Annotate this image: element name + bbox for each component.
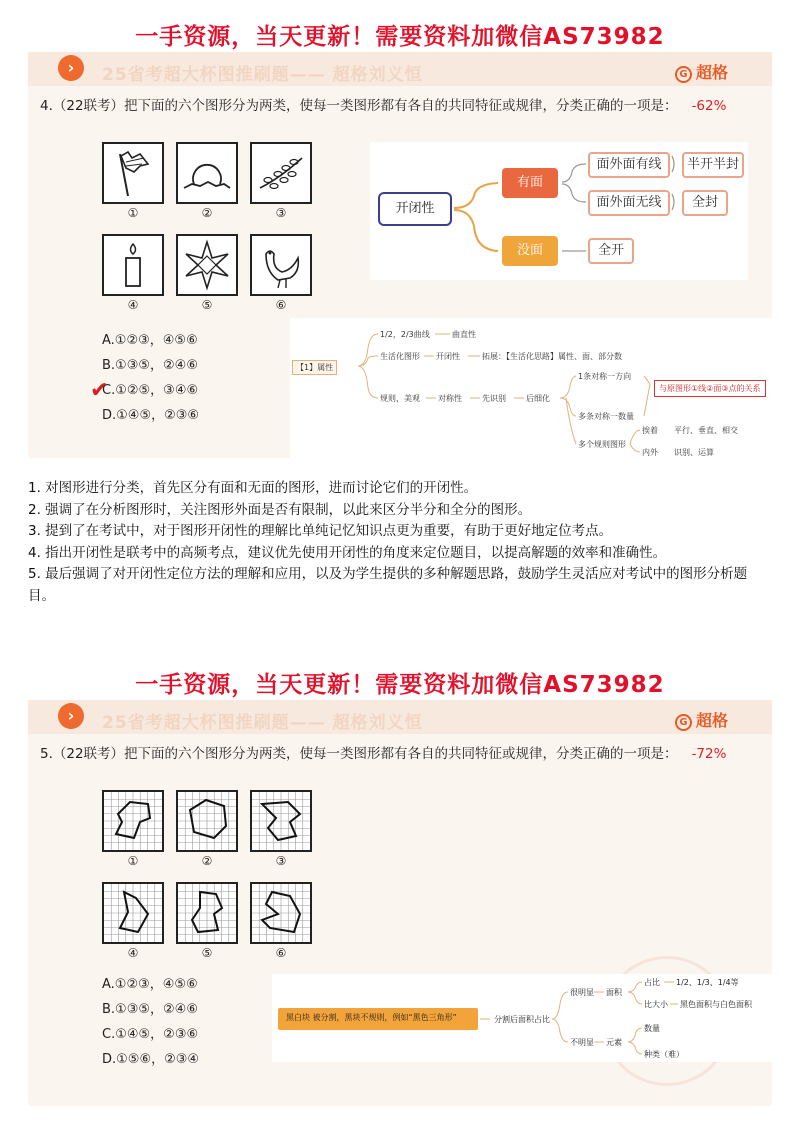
grid-polygon-figure — [104, 792, 162, 850]
option-d[interactable]: D.①④⑤，②③⑥ — [102, 408, 200, 423]
check-mark-icon: ✔ — [90, 378, 109, 403]
figure-label: ③ — [275, 206, 287, 220]
figure-6 — [250, 882, 312, 964]
figure-1 — [102, 142, 164, 224]
mm2-d2: 内外 — [642, 448, 658, 457]
mindmap-root: 开闭性 — [378, 192, 452, 226]
figure-1 — [102, 790, 164, 872]
mm3-b1d: 比大小 — [644, 1000, 668, 1009]
mindmap-outer-noline: 面外面无线 — [588, 190, 670, 216]
brand-logo — [675, 60, 728, 83]
candle-icon — [104, 236, 162, 294]
summary-item: 5. 最后强调了对开闭性定位方法的理解和应用，以及为学生提供的多种解题思路，鼓励学生灵活应对考试中的图形分析题目。 — [28, 566, 748, 604]
banner-title: 25省考超大杯图推刷题—— 超格刘义恒 — [102, 713, 423, 733]
watermark-text: 一手资源，当天更新！需要资料加微信AS73982 — [135, 24, 665, 50]
mm3-b1: 很明显 — [570, 988, 594, 997]
summary-item: 1. 对图形进行分类，首先区分有面和无面的图形，进而讨论它们的开闭性。 — [28, 480, 478, 496]
summary-item: 3. 提到了在考试中，对于图形开闭性的理解比单纯记忆知识点更为重要，有助于更好地定位考点。 — [28, 523, 613, 539]
mm2-b3b: 先识别 — [482, 394, 506, 403]
brand-name: 超格 — [695, 63, 728, 82]
mm2-c3: 多个规则图形 — [578, 440, 626, 449]
figure-3 — [250, 142, 312, 224]
summary-item: 2. 强调了在分析图形时，关注图形外面是否有限制，以此来区分半分和全分的图形。 — [28, 501, 532, 518]
figure-4 — [102, 882, 164, 964]
question-4-slide — [28, 18, 772, 458]
figure-label: ④ — [127, 298, 139, 312]
option-a[interactable]: A.①②③，④⑤⑥ — [102, 333, 198, 348]
figure-label: ⑤ — [201, 946, 213, 960]
option-d[interactable]: D.①⑤⑥，②③④ — [102, 1052, 200, 1067]
figure-5 — [176, 234, 238, 316]
option-b[interactable]: B.①③⑤，②④⑥ — [102, 358, 198, 373]
mm3-b2a: 元素 — [606, 1038, 622, 1047]
brand-name: 超格 — [695, 711, 728, 730]
figure-label: ② — [201, 206, 213, 220]
openness-mindmap — [370, 142, 748, 280]
option-c[interactable] — [90, 378, 199, 403]
mindmap-no-face: 没面 — [502, 236, 558, 266]
figure-2 — [176, 790, 238, 872]
mm3-b1e: 黑色面积与白色面积 — [680, 1000, 752, 1009]
figure-label: ① — [127, 206, 139, 220]
mm3-root: 黑白块 被分割，黑块不规则，例如“黑色三角形” — [278, 1008, 478, 1030]
attribute-mindmap — [290, 318, 772, 458]
flag-icon — [104, 144, 162, 202]
mm2-b1r: 曲直性 — [452, 330, 476, 339]
error-rate: -72% — [691, 746, 727, 762]
grid-polygon-figure — [104, 884, 162, 942]
grid-polygon-figure — [178, 792, 236, 850]
question-text — [40, 742, 762, 766]
brand-logo — [675, 708, 728, 731]
slide-banner — [28, 52, 772, 86]
branch-icon — [252, 144, 310, 202]
figure-5 — [176, 882, 238, 964]
mindmap-half-open: 半开半封 — [682, 152, 744, 178]
figure-6 — [250, 234, 312, 316]
figure-2 — [176, 142, 238, 224]
figure-label: ③ — [275, 854, 287, 868]
mindmap-full-open: 全开 — [588, 238, 634, 264]
mm3-b1b: 占比 — [644, 978, 660, 987]
figure-3 — [250, 790, 312, 872]
figure-4 — [102, 234, 164, 316]
slide-banner — [28, 700, 772, 734]
chevron-right-icon: › — [58, 703, 84, 729]
mm2-red-box: 与原图形①线②面③点的关系 — [654, 380, 766, 397]
options-list — [90, 328, 200, 428]
mm2-b2b: 拓展：【生活化思路】属性、面、部分数 — [482, 352, 622, 361]
option-c-label: C.①②⑤，③④⑥ — [102, 383, 199, 398]
star-icon — [178, 236, 236, 294]
mm2-b3a: 对称性 — [438, 394, 462, 403]
option-c[interactable]: C.①④⑤，②③⑥ — [102, 1027, 199, 1042]
mm2-d1: 挨着 — [642, 426, 658, 435]
mm2-b3c: 后细化 — [526, 394, 550, 403]
mindmap-outer-line: 面外面有线 — [588, 152, 670, 178]
mm2-b1: 1/2，2/3曲线 — [380, 330, 430, 339]
mm3-b1c: 1/2、1/3、1/4等 — [676, 978, 739, 987]
question-stem: 5.（22联考）把下面的六个图形分为两类，使每一类图形都有各自的共同特征或规律，分类正确的一项是： — [40, 746, 678, 762]
area-ratio-mindmap — [272, 974, 772, 1062]
grid-polygon-figure — [178, 884, 236, 942]
figure-label: ⑥ — [275, 298, 287, 312]
mm2-b2a: 开闭性 — [436, 352, 460, 361]
brand-g-icon: G — [675, 66, 692, 83]
error-rate: -62% — [691, 98, 727, 114]
figure-label: ① — [127, 854, 139, 868]
question-text — [40, 94, 762, 118]
mm2-c1: 1条对称一方向 — [578, 372, 632, 381]
question-5-slide — [28, 666, 772, 1106]
mm3-b2: 不明显 — [570, 1038, 594, 1047]
option-a[interactable]: A.①②③，④⑤⑥ — [102, 977, 198, 992]
mm2-d1r: 平行、垂直、相交 — [674, 426, 738, 435]
summary-notes — [28, 478, 768, 607]
mindmap-full-closed: 全封 — [682, 190, 728, 216]
chevron-right-icon: › — [58, 55, 84, 81]
grid-polygon-figure — [252, 884, 310, 942]
mm3-b1a: 面积 — [606, 988, 622, 997]
mm2-c2: 多条对称一数量 — [578, 412, 634, 421]
sunrise-icon — [178, 144, 236, 202]
bird-icon — [252, 236, 310, 294]
mindmap-has-face: 有面 — [502, 168, 558, 198]
mm2-b3: 规则，美观 — [380, 394, 420, 403]
mm3-b2b: 数量 — [644, 1024, 660, 1033]
figure-label: ⑤ — [201, 298, 213, 312]
banner-title: 25省考超大杯图推刷题—— 超格刘义恒 — [102, 65, 423, 85]
mm2-root: 【1】属性 — [292, 360, 337, 375]
mm2-d2r: 识别、运算 — [674, 448, 714, 457]
grid-polygon-figure — [252, 792, 310, 850]
watermark-text: 一手资源，当天更新！需要资料加微信AS73982 — [135, 672, 665, 698]
mm2-b2: 生活化图形 — [380, 352, 420, 361]
brand-g-icon: G — [675, 714, 692, 731]
mm3-mid: 分割后面积占比 — [494, 1015, 550, 1024]
figure-label: ② — [201, 854, 213, 868]
summary-item: 4. 指出开闭性是联考中的高频考点，建议优先使用开闭性的角度来定位题目，以提高解题的效率和准确性。 — [28, 544, 667, 561]
options-list — [102, 972, 199, 1072]
mm3-b2c: 种类（难） — [644, 1050, 684, 1059]
question-stem: 4.（22联考）把下面的六个图形分为两类，使每一类图形都有各自的共同特征或规律，分类正确的一项是： — [40, 98, 678, 114]
figure-label: ④ — [127, 946, 139, 960]
figure-label: ⑥ — [275, 946, 287, 960]
option-b[interactable]: B.①③⑤，②④⑥ — [102, 1002, 198, 1017]
